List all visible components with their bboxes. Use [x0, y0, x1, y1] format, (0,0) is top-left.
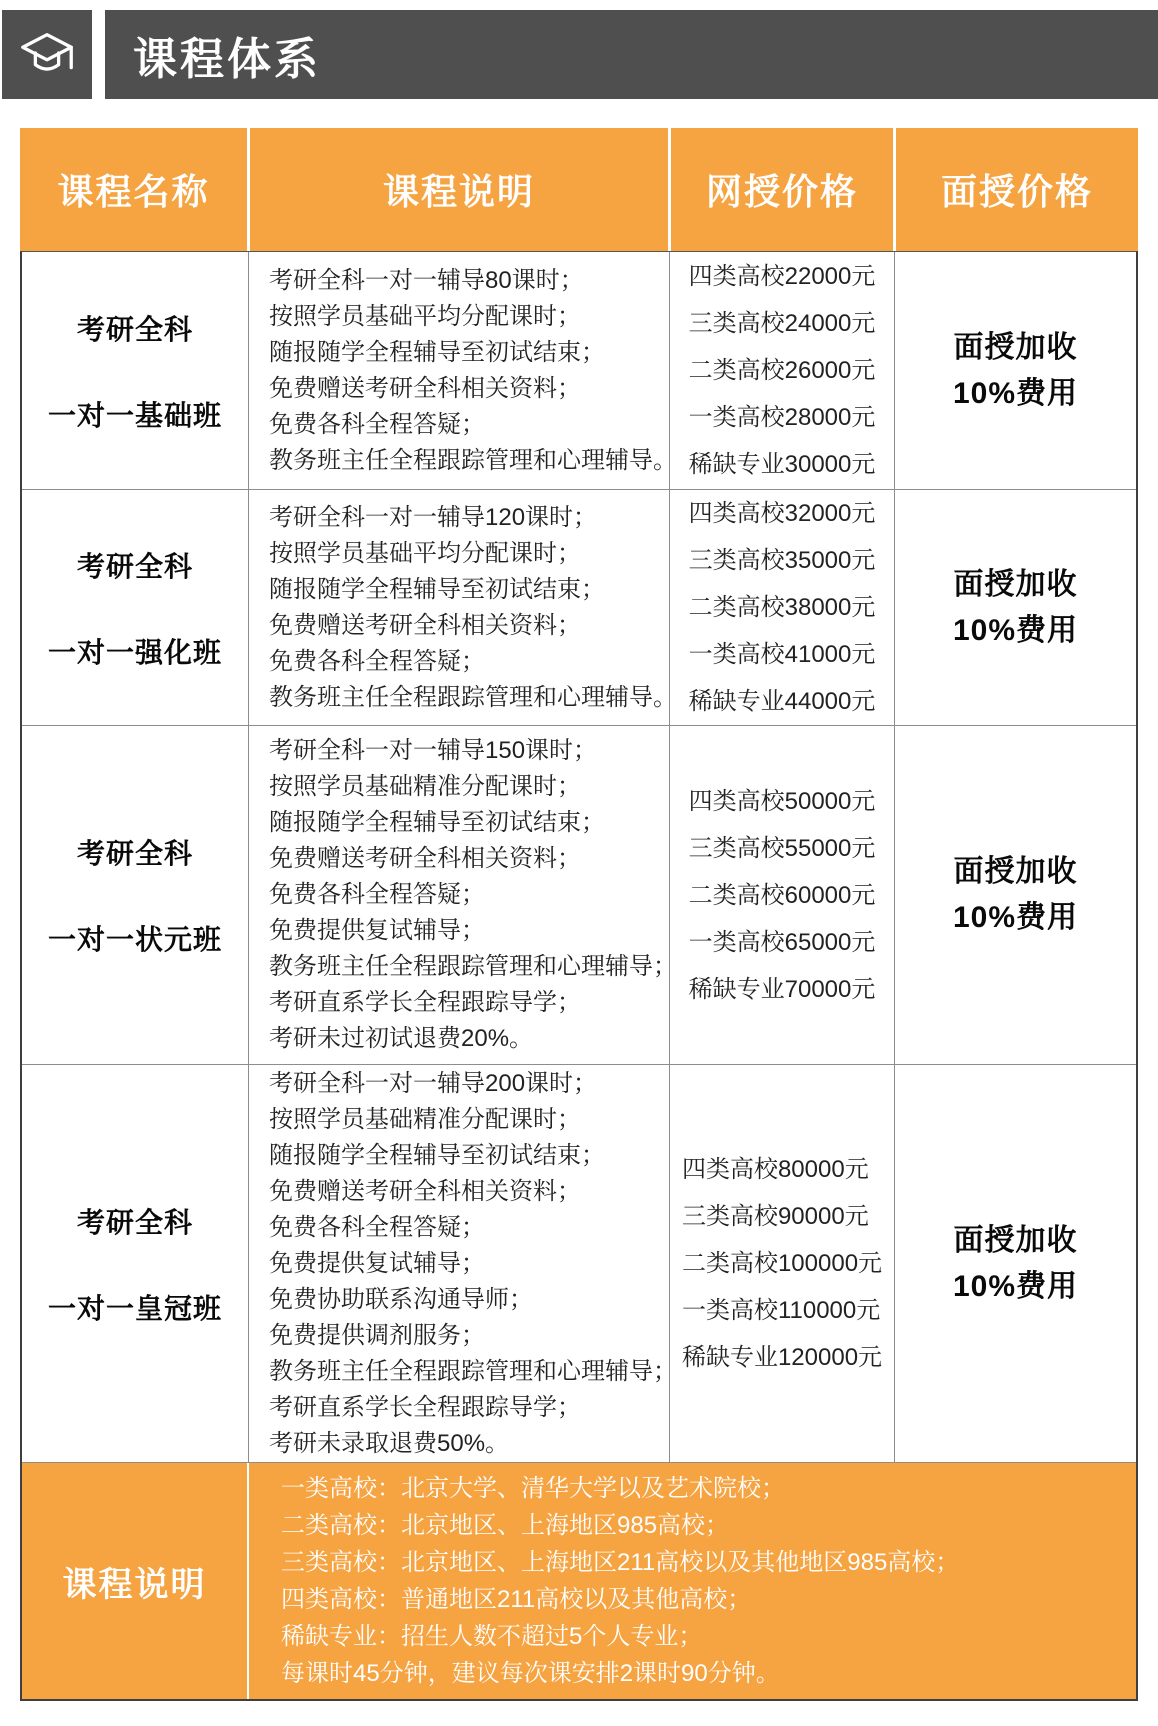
- online-price-cell: 四类高校50000元 三类高校55000元 二类高校60000元 一类高校65000元 稀缺专业70000元: [670, 726, 895, 1064]
- table-row: [22, 1065, 1136, 1463]
- course-description-cell: 考研全科一对一辅导80课时； 按照学员基础平均分配课时； 随报随学全程辅导至初试结束； 免费赠送考研全科相关资料； 免费各科全程答疑； 教务班主任全程跟踪管理和心理辅导。: [249, 252, 670, 489]
- course-table: [20, 128, 1138, 1701]
- table-row: [22, 252, 1136, 490]
- offline-price-cell: 面授加收 10%费用: [952, 855, 1079, 934]
- col-header-course-name: 课程名称: [57, 171, 210, 212]
- col-header-online-price: 网授价格: [668, 128, 893, 251]
- course-description-cell: 考研全科一对一辅导120课时； 按照学员基础平均分配课时； 随报随学全程辅导至初试结束； 免费赠送考研全科相关资料； 免费各科全程答疑； 教务班主任全程跟踪管理和心理辅导。: [249, 490, 670, 725]
- offline-price-cell: 面授加收 10%费用: [952, 567, 1079, 647]
- table-row: [22, 726, 1136, 1065]
- course-name-cell: 考研全科 一对一状元班: [22, 726, 249, 1064]
- online-price-cell: 四类高校80000元 三类高校90000元 二类高校100000元 一类高校110000元 稀缺专业120000元: [670, 1065, 895, 1462]
- logo-block: [2, 10, 92, 99]
- course-name-cell: 考研全科 一对一强化班: [22, 490, 249, 725]
- course-description-cell: 考研全科一对一辅导200课时； 按照学员基础精准分配课时； 随报随学全程辅导至初试结束； 免费赠送考研全科相关资料； 免费各科全程答疑； 免费提供复试辅导； 免费协助联系沟通导师； 免费提供调剂服务； 教务班主任全程跟踪管理和心理辅导； 考研直系学长全程跟踪导学； 考研未录取退费50%。: [249, 1065, 670, 1462]
- course-name-cell: 考研全科 一对一皇冠班: [22, 1065, 249, 1462]
- online-price-cell: 四类高校22000元 三类高校24000元 二类高校26000元 一类高校28000元 稀缺专业30000元: [670, 252, 895, 489]
- offline-price-cell: 面授加收 10%费用: [952, 330, 1079, 410]
- table-body: [20, 251, 1138, 1701]
- page-header: [105, 10, 1158, 99]
- course-notes-band: [22, 1463, 1136, 1699]
- table-row: [22, 490, 1136, 726]
- course-name-cell: 考研全科 一对一基础班: [22, 252, 249, 489]
- offline-price-cell: 面授加收 10%费用: [952, 1223, 1079, 1303]
- course-description-cell: 考研全科一对一辅导150课时； 按照学员基础精准分配课时； 随报随学全程辅导至初试结束； 免费赠送考研全科相关资料； 免费各科全程答疑； 免费提供复试辅导； 教务班主任全程跟踪管理和心理辅导； 考研直系学长全程跟踪导学； 考研未过初试退费20%。: [249, 726, 670, 1064]
- graduation-cap-icon: [16, 24, 78, 86]
- notes-label: 课程说明: [22, 1463, 249, 1699]
- table-header-row: [20, 128, 1138, 251]
- page-title: 课程体系: [133, 34, 321, 84]
- notes-content: 一类高校：北京大学、清华大学以及艺术院校； 二类高校：北京地区、上海地区985高校； 三类高校：北京地区、上海地区211高校以及其他地区985高校； 四类高校：普通地区211高校以及其他高校； 稀缺专业：招生人数不超过5个人专业； 每课时45分钟，建议每次课安排2课时90分钟。: [281, 1475, 960, 1687]
- online-price-cell: 四类高校32000元 三类高校35000元 二类高校38000元 一类高校41000元 稀缺专业44000元: [670, 490, 895, 725]
- col-header-course-description: 课程说明: [247, 128, 668, 251]
- col-header-offline-price: 面授价格: [893, 128, 1138, 251]
